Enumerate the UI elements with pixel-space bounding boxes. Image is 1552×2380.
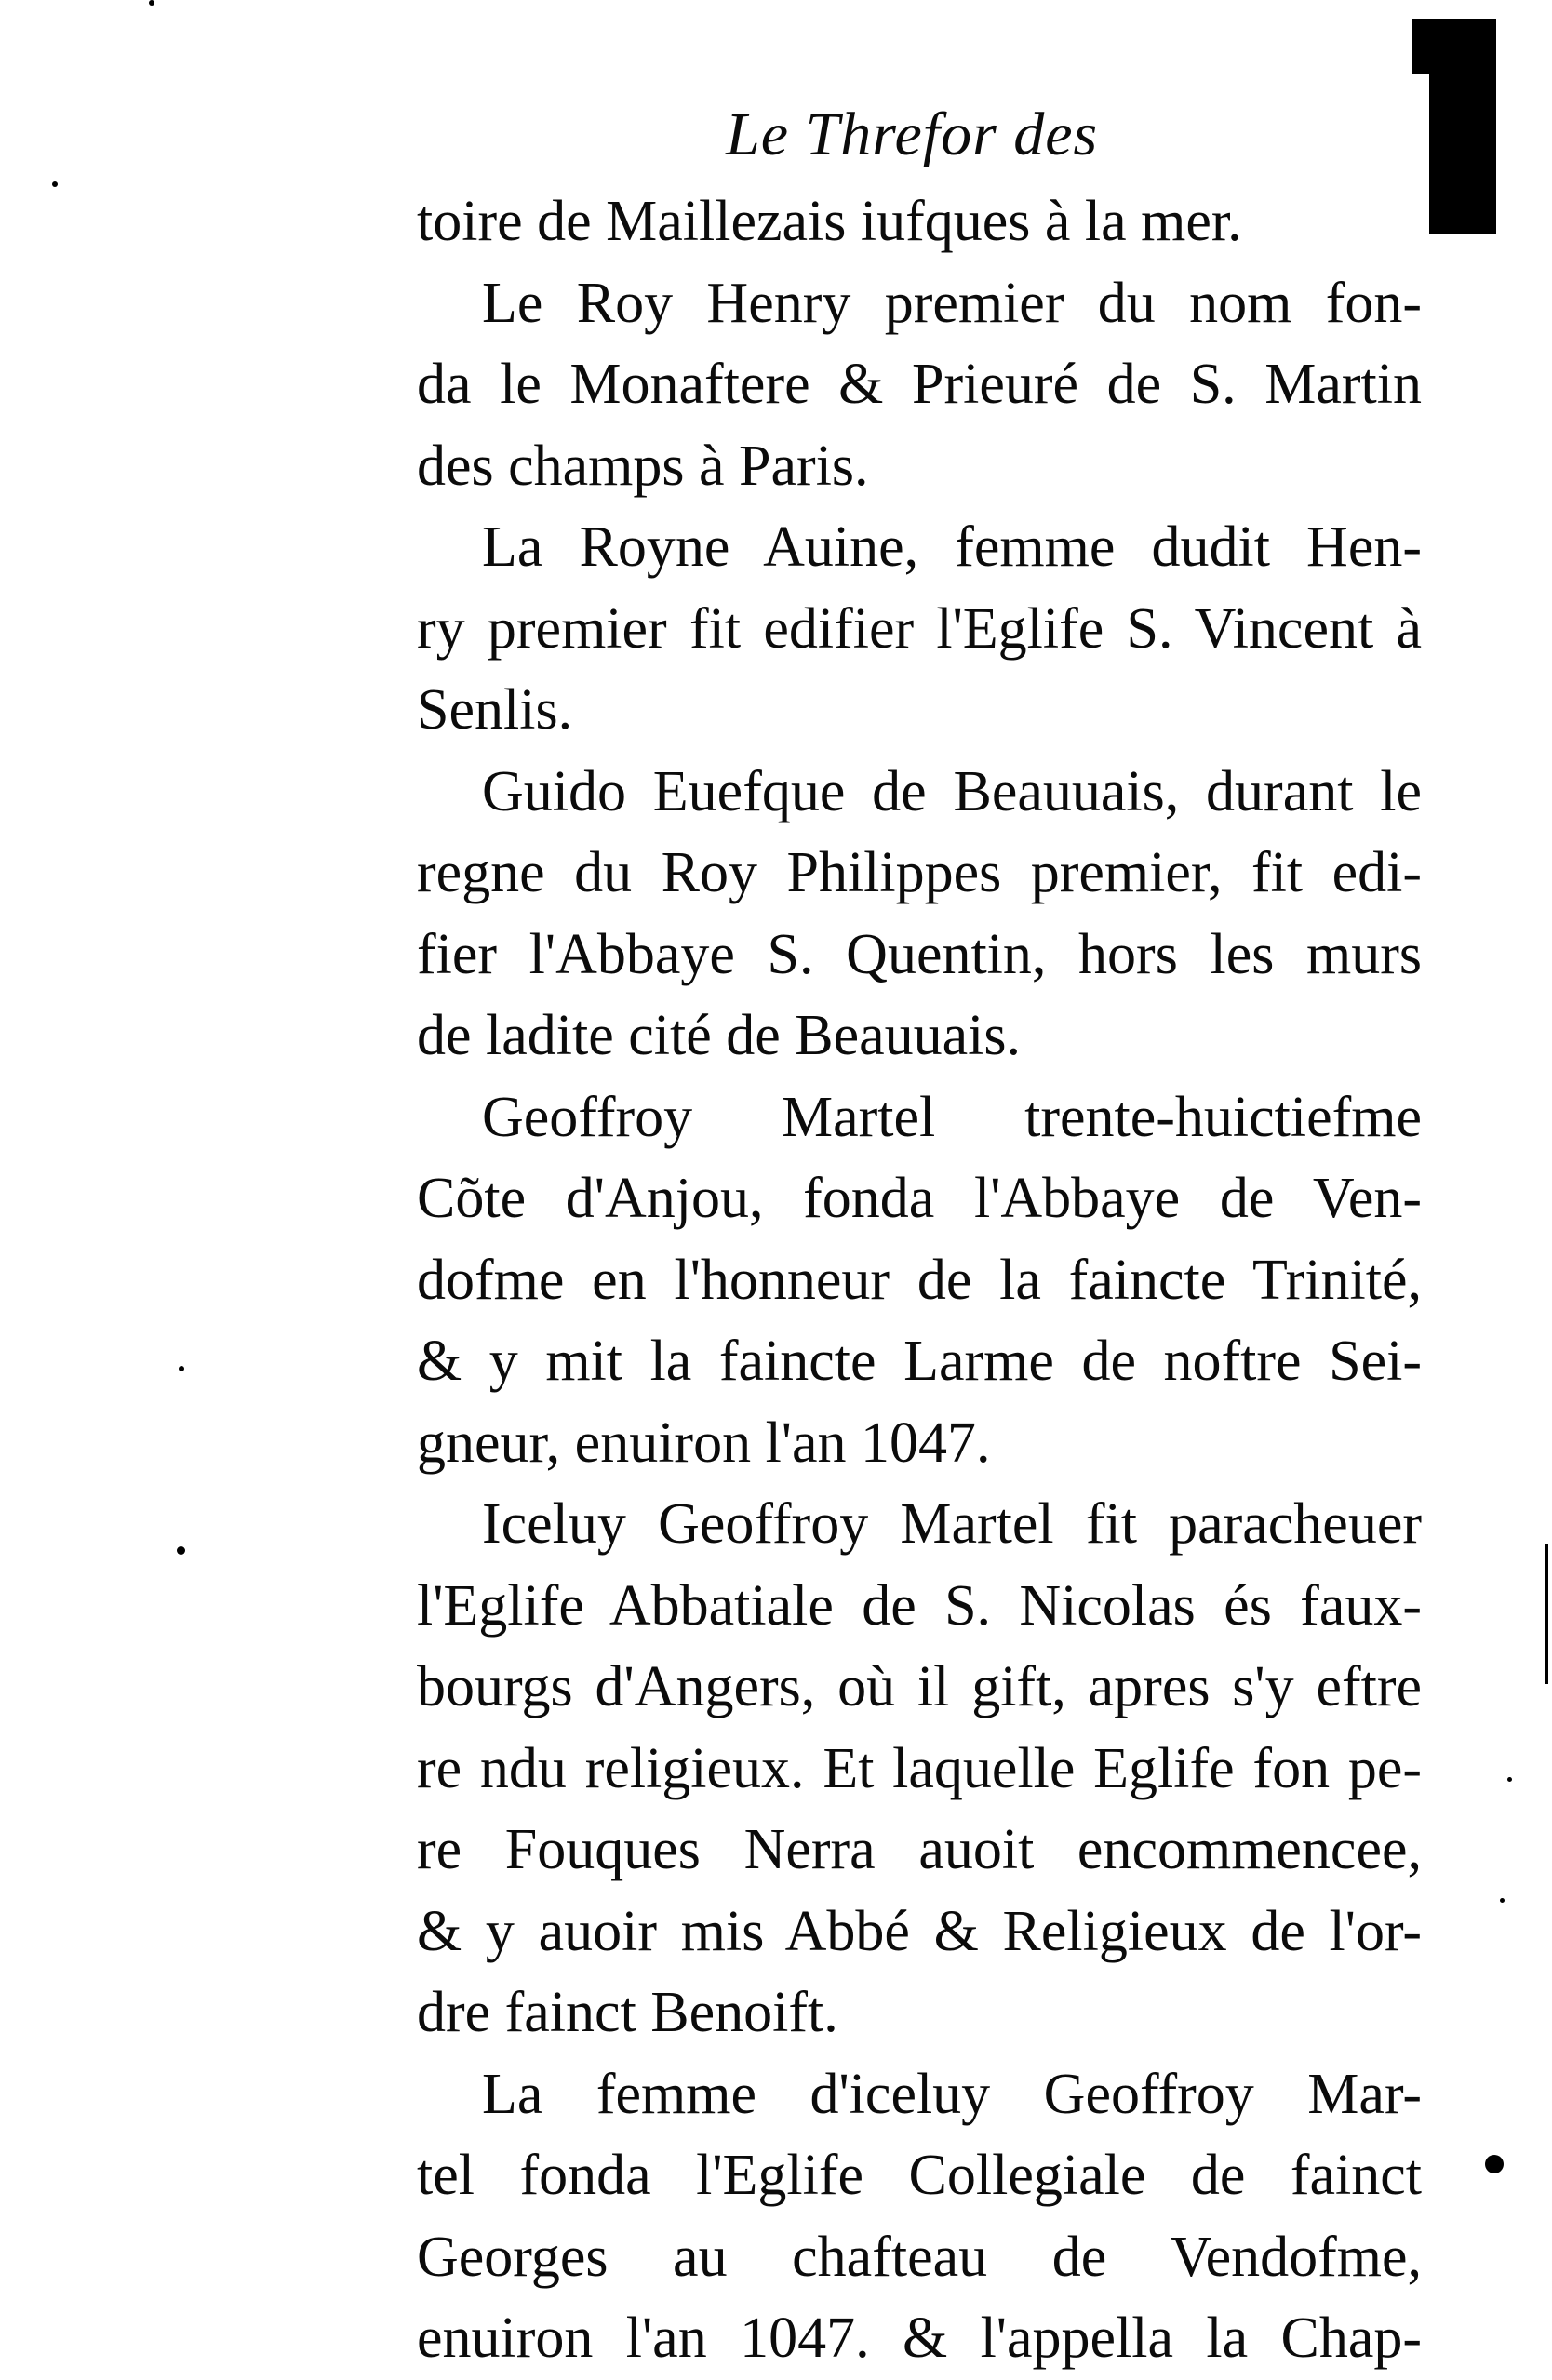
text-line: l'Eglife Abbatiale de S. Nicolas és faux- bbox=[417, 1573, 1422, 1638]
scan-speck bbox=[149, 0, 154, 6]
text-line: ry premier fit edifier l'Eglife S. Vincent à bbox=[417, 596, 1422, 661]
text-line: fier l'Abbaye S. Quentin, hors les murs bbox=[417, 922, 1422, 986]
text-line: toire de Maillezais iufques à la mer. bbox=[417, 190, 1242, 253]
scan-speck bbox=[177, 1546, 185, 1555]
scan-speck bbox=[1500, 1898, 1505, 1903]
text-line: & y mit la faincte Larme de noftre Sei- bbox=[417, 1330, 1422, 1393]
scan-speck bbox=[1507, 1777, 1512, 1782]
scan-edge-line bbox=[1545, 1544, 1548, 1684]
text-line: dre fainct Benoift. bbox=[417, 1981, 838, 2044]
text-line: Le Roy Henry premier du nom fon- bbox=[482, 271, 1422, 335]
text-line: da le Monaftere & Prieuré de S. Martin bbox=[417, 353, 1422, 416]
text-line: Geoffroy Martel trente-huictiefme bbox=[482, 1085, 1422, 1149]
scan-speck bbox=[1485, 2155, 1504, 2173]
scan-edge-shadow bbox=[1429, 19, 1496, 234]
text-line: enuiron l'an 1047. & l'appella la Chap- bbox=[417, 2306, 1422, 2370]
scan-speck bbox=[52, 181, 58, 187]
scan-speck bbox=[179, 1366, 184, 1371]
running-head: Le Threfor des bbox=[726, 100, 1099, 168]
text-line: gneur, enuiron l'an 1047. bbox=[417, 1411, 991, 1475]
text-line: La Royne Auine, femme dudit Hen- bbox=[482, 515, 1422, 579]
text-line: Cõte d'Anjou, fonda l'Abbaye de Ven- bbox=[417, 1167, 1422, 1230]
scan-edge-shadow-tip bbox=[1412, 19, 1433, 74]
text-line: Georges au chafteau de Vendofme, bbox=[417, 2225, 1422, 2289]
text-line: bourgs d'Angers, où il gift, apres s'y eftre bbox=[417, 1655, 1422, 1718]
text-line: Senlis. bbox=[417, 678, 573, 742]
text-line: Iceluy Geoffroy Martel fit paracheuer bbox=[482, 1492, 1422, 1556]
body-text bbox=[417, 181, 1422, 2380]
text-line: regne du Roy Philippes premier, fit edi- bbox=[417, 841, 1422, 904]
text-line: re ndu religieux. Et laquelle Eglife fon pe- bbox=[417, 1736, 1422, 1800]
text-line: tel fonda l'Eglife Collegiale de fainct bbox=[417, 2144, 1422, 2207]
text-line: Guido Euefque de Beauuais, durant le bbox=[482, 759, 1422, 823]
text-line: de ladite cité de Beauuais. bbox=[417, 1004, 1022, 1067]
text-line: & y auoir mis Abbé & Religieux de l'or- bbox=[417, 1899, 1422, 1963]
text-line: dofme en l'honneur de la faincte Trinité, bbox=[417, 1248, 1422, 1312]
text-line: des champs à Paris. bbox=[417, 434, 869, 498]
text-line: re Fouques Nerra auoit encommencee, bbox=[417, 1818, 1422, 1881]
text-line: La femme d'iceluy Geoffroy Mar- bbox=[482, 2062, 1422, 2126]
